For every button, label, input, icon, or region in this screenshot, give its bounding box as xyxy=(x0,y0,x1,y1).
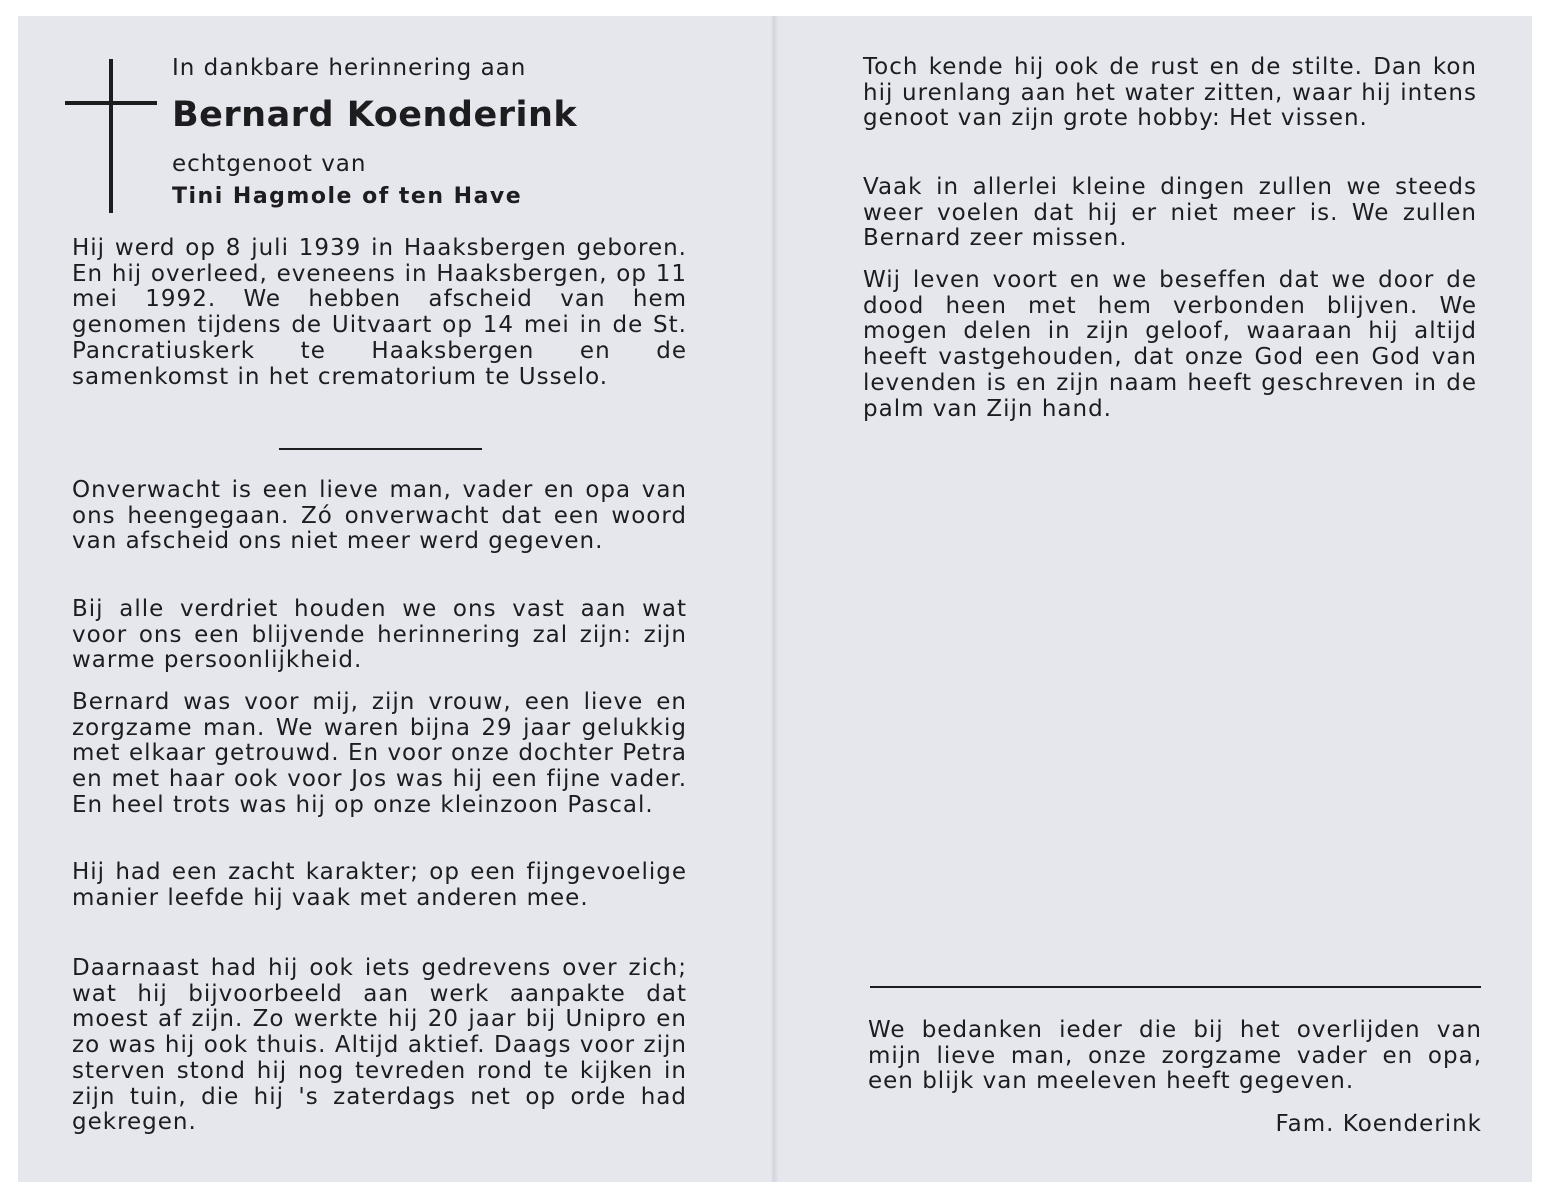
divider xyxy=(870,986,1481,988)
cross-icon-bar xyxy=(65,101,157,105)
paragraph-sudden-loss: Onverwacht is een lieve man, vader en opa van ons heengegaan. Zó onverwacht dat een woord van afscheid ons niet meer werd gegeven. xyxy=(72,477,687,555)
thanks-text: We bedanken ieder die bij het overlijden van mijn lieve man, onze zorgzame vader en opa, een blijk van meeleven heeft gegeven. xyxy=(868,1017,1482,1095)
paragraph-missing: Vaak in allerlei kleine dingen zullen we steeds weer voelen dat hij er niet meer is. We zullen Bernard zeer missen. xyxy=(863,174,1477,252)
paragraph-work: Daarnaast had hij ook iets gedrevens over zich; wat hij bijvoorbeeld aan werk aanpakte dat moest af zijn. Zo werkte hij 20 jaar bij Unipro en zo was hij ook thuis. Altijd aktief. Daags voor zijn sterven stond hij nog tevreden rond te kijken in zijn tuin, die hij 's zaterdags net op orde had gekregen. xyxy=(72,955,687,1136)
divider xyxy=(279,448,482,450)
card-fold xyxy=(771,16,779,1182)
paragraph-birth-death: Hij werd op 8 juli 1939 in Haaksbergen geboren. En hij overleed, eveneens in Haaksbergen, op 11 mei 1992. We hebben afscheid van hem genomen tijdens de Uitvaart op 14 mei in de St. Pancratiuskerk te Haaksbergen en de samenkomst in het crematorium te Usselo. xyxy=(72,235,687,390)
paragraph-memory: Bij alle verdriet houden we ons vast aan wat voor ons een blijvende herinnering zal zijn: zijn warme persoonlijkheid. xyxy=(72,596,687,674)
paragraph-character: Hij had een zacht karakter; op een fijngevoelige manier leefde hij vaak met anderen mee. xyxy=(72,859,687,911)
spouse-label: echtgenoot van xyxy=(172,151,367,177)
signature: Fam. Koenderink xyxy=(1275,1111,1482,1137)
intro-text: In dankbare herinnering aan xyxy=(172,55,527,81)
paragraph-faith: Wij leven voort en we beseffen dat we door de dood heen met hem verbonden blijven. We mogen delen in zijn geloof, waaraan hij altijd heeft vastgehouden, dat onze God een God van levenden is en zijn naam heeft geschreven in de palm van Zijn hand. xyxy=(863,267,1477,422)
paragraph-hobby: Toch kende hij ook de rust en de stilte. Dan kon hij urenlang aan het water zitten, waar hij intens genoot van zijn grote hobby: Het vissen. xyxy=(863,54,1477,132)
spouse-name: Tini Hagmole of ten Have xyxy=(172,184,523,209)
deceased-name: Bernard Koenderink xyxy=(172,95,578,135)
cross-icon xyxy=(109,59,113,213)
paragraph-family: Bernard was voor mij, zijn vrouw, een lieve en zorgzame man. We waren bijna 29 jaar gelukkig met elkaar getrouwd. En voor onze dochter Petra en met haar ook voor Jos was hij een fijne vader. En heel trots was hij op onze kleinzoon Pascal. xyxy=(72,689,687,818)
